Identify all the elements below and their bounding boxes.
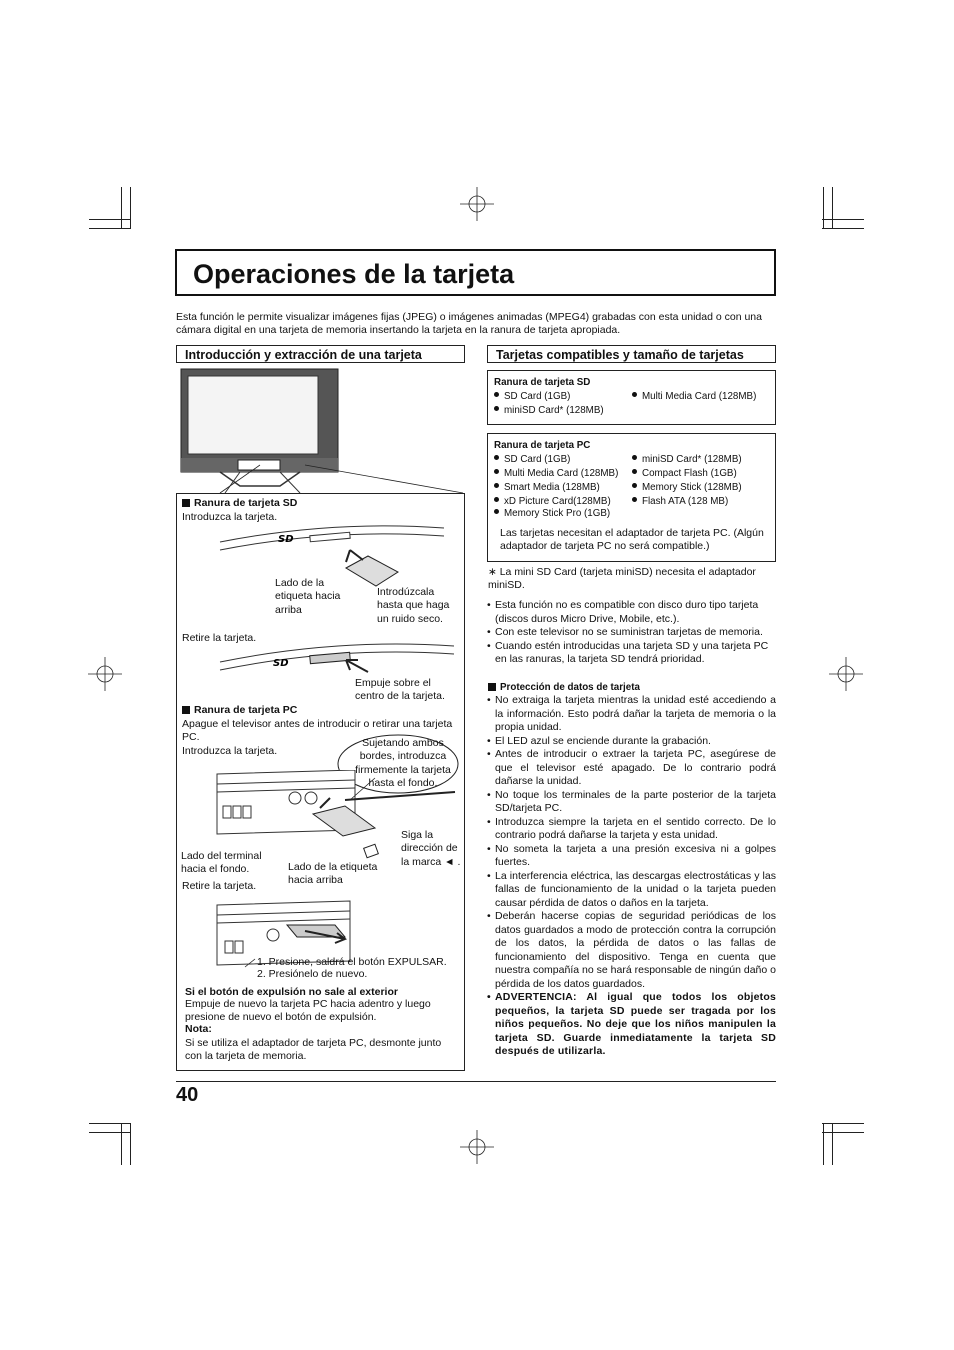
bullet-dot-icon <box>494 392 499 397</box>
pc-compat-item <box>632 481 742 494</box>
crop-mark <box>822 219 864 220</box>
minisd-note-text: La mini SD Card (tarjeta miniSD) necesita el adaptador miniSD. <box>488 566 756 592</box>
square-bullet-icon <box>488 683 496 691</box>
bullet-dot-icon <box>494 469 499 474</box>
bullet-dot-icon <box>494 406 499 411</box>
crop-mark <box>130 187 131 229</box>
crop-mark <box>832 1123 833 1165</box>
crop-mark <box>822 228 864 229</box>
pc-off-text: Apague el televisor antes de introducir o retirar una tarjeta PC. <box>182 718 453 744</box>
sd-remove-text: Retire la tarjeta. <box>182 632 257 644</box>
warning-item: • ADVERTENCIA: Al igual que todos los objetos pequeños, la tarjeta SD puede ser tragada por los niños pequeños. No deje que los niños manipulen la tarjeta SD. Guarde inmediatamente la tarjeta SD después de utilizarla. <box>487 991 776 1059</box>
sd-push-text: Empuje sobre el centro de la tarjeta. <box>355 677 445 703</box>
list-item: • Esta función no es compatible con disco duro tipo tarjeta (discos duros Micro Drive, Mobile, etc.). <box>487 599 776 626</box>
list-item: • Antes de introducir o extraer la tarjeta PC, asegúrese de que el televisor esté apagado. De lo contrario podrá dañarse la unidad. <box>487 748 776 789</box>
pc-compat-item <box>494 467 618 480</box>
pc-remove-text: Retire la tarjeta. <box>182 880 257 892</box>
pc-compat-item-text: Flash ATA (128 MB) <box>642 496 729 507</box>
bullet-dot-icon <box>632 469 637 474</box>
pc-slot-heading <box>182 704 297 717</box>
pc-step2-text: 2. Presiónelo de nuevo. <box>257 968 368 980</box>
title-box <box>175 249 776 296</box>
crop-mark <box>121 1123 122 1165</box>
sd-slot-heading-text: Ranura de tarjeta SD <box>194 497 298 509</box>
square-bullet-icon <box>182 499 190 507</box>
pc-compat-note: Las tarjetas necesitan el adaptador de tarjeta PC. (Algún adaptador de tarjeta PC no será compatible.) <box>500 527 764 553</box>
bullet-dot-icon <box>494 455 499 460</box>
sd-compat-item-text: SD Card (1GB) <box>504 391 571 402</box>
bullet-dot-icon <box>632 392 637 397</box>
footer-rule <box>176 1081 776 1082</box>
pc-slot-heading-text: Ranura de tarjeta PC <box>194 704 298 716</box>
note-heading: Nota: <box>185 1023 212 1035</box>
list-item: • El LED azul se enciende durante la grabación. <box>487 735 776 749</box>
sd-label-side-text: Lado de la etiqueta hacia arriba <box>275 577 341 616</box>
sd-compat-item <box>494 404 604 417</box>
general-bullets <box>487 599 776 667</box>
list-item: • No toque los terminales de la parte posterior de la tarjeta SD/tarjeta PC. <box>487 789 776 816</box>
sd-compat-item-text: Multi Media Card (128MB) <box>642 391 757 402</box>
sd-compat-item-text: miniSD Card* (128MB) <box>504 405 604 416</box>
bullet-dot-icon <box>632 455 637 460</box>
square-bullet-icon <box>182 706 190 714</box>
sd-compat-item <box>632 390 756 403</box>
bullet-dot-icon <box>494 509 499 514</box>
crop-mark <box>823 1123 824 1165</box>
crop-mark <box>823 187 824 229</box>
sd-slot-heading <box>182 497 297 510</box>
registration-mark <box>460 187 494 221</box>
pc-label-side-text: Lado de la etiqueta hacia arriba <box>288 861 378 887</box>
list-item: • Cuando estén introducidas una tarjeta SD y una tarjeta PC en las ranuras, la tarjeta SD tendrá prioridad. <box>487 640 776 667</box>
pc-bubble-text: Sujetando ambos bordes, introduzca firmemente la tarjeta hasta el fondo. <box>355 737 451 789</box>
bullet-dot-icon <box>494 497 499 502</box>
pc-compat-item <box>494 453 570 466</box>
pc-compat-item-text: miniSD Card* (128MB) <box>642 454 742 465</box>
crop-mark <box>89 1132 131 1133</box>
bullet-dot-icon <box>632 497 637 502</box>
pc-compat-item-text: Compact Flash (1GB) <box>642 468 737 479</box>
pc-compat-item <box>494 481 600 494</box>
crop-mark <box>822 1123 864 1124</box>
sd-remove-illustration <box>218 628 458 678</box>
pc-compat-title: Ranura de tarjeta PC <box>494 440 591 451</box>
pc-mark-text: Siga la dirección de la marca ◄ . <box>401 829 461 868</box>
note-text: Si se utiliza el adaptador de tarjeta PC, desmonte junto con la tarjeta de memoria. <box>185 1037 442 1063</box>
protect-heading-text: Protección de datos de tarjeta <box>500 682 640 693</box>
sd-compat-box <box>487 370 776 425</box>
minisd-note <box>488 566 776 593</box>
pc-compat-item-text: Multi Media Card (128MB) <box>504 468 619 479</box>
sd-compat-item <box>494 390 570 403</box>
page-number: 40 <box>176 1084 199 1106</box>
pc-compat-box <box>487 433 776 562</box>
sd-insert-text: Introduzca la tarjeta. <box>182 511 278 523</box>
list-item: • No extraiga la tarjeta mientras la unidad esté accediendo a la información. Esto podrá dañar la tarjeta de memoria o la propia unidad. <box>487 694 776 735</box>
pc-step1-text: 1. Presione, saldrá el botón EXPULSAR. <box>257 956 447 968</box>
svg-text:SD: SD <box>278 534 294 545</box>
pc-compat-item <box>632 453 742 466</box>
pc-compat-item-text: SD Card (1GB) <box>504 454 571 465</box>
right-section-heading: Tarjetas compatibles y tamaño de tarjetas <box>487 345 776 363</box>
list-item: • Deberán hacerse copias de seguridad periódicas de los datos guardados a modo de protección contra la corrupción de los datos, la pérdida de datos o las fallas de funcionamiento del dispositivo. Tenga en cuenta que nuestra compañía no se hará responsable de ningún daño o pérdida de los datos guardados. <box>487 910 776 991</box>
crop-mark <box>121 187 122 229</box>
bullet-dot-icon <box>632 483 637 488</box>
asterisk-icon: ∗ <box>488 566 500 578</box>
registration-mark <box>829 657 863 691</box>
sd-compat-title: Ranura de tarjeta SD <box>494 377 591 388</box>
pc-compat-item <box>494 507 610 520</box>
eject-heading: Si el botón de expulsión no sale al exterior <box>185 986 398 998</box>
pc-compat-item-text: Smart Media (128MB) <box>504 482 600 493</box>
crop-mark <box>89 219 131 220</box>
pc-insert-text: Introduzca la tarjeta. <box>182 745 278 757</box>
registration-mark <box>88 657 122 691</box>
sd-click-text: Introdúzcala hasta que haga un ruido seco. <box>377 586 450 625</box>
crop-mark <box>832 187 833 229</box>
bullet-dot-icon <box>494 483 499 488</box>
protection-bullets <box>487 694 776 1059</box>
protect-heading <box>488 681 640 694</box>
page-title: Operaciones de la tarjeta <box>193 259 515 289</box>
svg-text:SD: SD <box>273 658 289 669</box>
pc-compat-item-text: Memory Stick Pro (1GB) <box>504 508 611 519</box>
intro-text: Esta función le permite visualizar imágenes fijas (JPEG) o imágenes animadas (MPEG4) grabadas con esta unidad o con una cámara digital en una tarjeta de memoria insertando la tarjeta en la ranura de tarjeta apropiada. <box>176 311 762 337</box>
crop-mark <box>89 1123 131 1124</box>
pc-compat-item-text: Memory Stick (128MB) <box>642 482 742 493</box>
pc-terminal-text: Lado del terminal hacia el fondo. <box>181 850 262 876</box>
pc-compat-item <box>632 495 728 508</box>
list-item: • Introduzca siempre la tarjeta en el sentido correcto. De lo contrario podrá dañarse la tarjeta y esta unidad. <box>487 816 776 843</box>
crop-mark <box>130 1123 131 1165</box>
list-item: • Con este televisor no se suministran tarjetas de memoria. <box>487 626 776 640</box>
crop-mark <box>89 228 131 229</box>
pc-compat-item-text: xD Picture Card(128MB) <box>504 496 611 507</box>
pc-compat-item <box>632 467 737 480</box>
left-section-heading: Introducción y extracción de una tarjeta <box>176 345 465 363</box>
registration-mark <box>460 1130 494 1164</box>
list-item: • No someta la tarjeta a una presión excesiva ni a golpes fuertes. <box>487 843 776 870</box>
crop-mark <box>822 1132 864 1133</box>
list-item: • La interferencia eléctrica, las descargas electrostáticas y las fallas de funcionamiento de la unidad o la tarjeta pueden causar pérdida de datos o daños en la tarjeta. <box>487 870 776 911</box>
eject-text: Empuje de nuevo la tarjeta PC hacia adentro y luego presione de nuevo el botón de expulsión. <box>185 998 431 1024</box>
